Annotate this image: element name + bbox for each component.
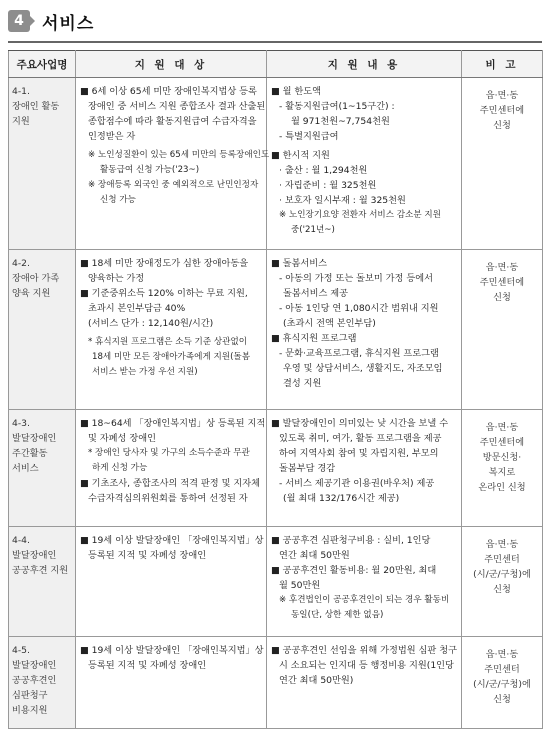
target-line: 활동급여 신청 가능('23~) bbox=[100, 165, 200, 175]
content-line: ■ 공공후견인 선임을 위해 가정법원 심판 청구 bbox=[271, 645, 457, 656]
program-line: 공공후견 지원 bbox=[12, 565, 69, 576]
section-title: 서비스 bbox=[42, 13, 95, 34]
content-line: ■ 휴식지원 프로그램 bbox=[271, 333, 357, 344]
content-cell bbox=[267, 78, 462, 250]
content-line: ■ 한시적 지원 bbox=[271, 150, 330, 161]
services-table bbox=[8, 50, 543, 729]
program-line: 장애인 활동 bbox=[12, 101, 60, 112]
program-cell bbox=[9, 410, 76, 527]
note-line: (시/군/구청)에 bbox=[473, 569, 531, 580]
note-line: 온라인 신청 bbox=[478, 482, 526, 493]
content-line: · 보호자 일시부재 : 월 325천원 bbox=[279, 195, 406, 206]
program-cell bbox=[9, 78, 76, 250]
target-line: ■ 19세 이상 발달장애인 「장애인복지법」상 bbox=[80, 535, 264, 546]
header-content: 지 원 내 용 bbox=[267, 51, 462, 78]
target-line: 신청 가능 bbox=[100, 195, 136, 205]
target-line: * 장애인 당사자 및 가구의 소득수준과 무관 bbox=[88, 448, 250, 458]
content-line: - 서비스 제공기관 이용권(바우처) 제공 bbox=[279, 478, 435, 489]
content-line: 있도록 취미, 여가, 활동 프로그램을 제공 bbox=[279, 433, 442, 444]
header-divider bbox=[8, 41, 542, 43]
note-line: 신청 bbox=[493, 584, 511, 595]
target-cell bbox=[76, 527, 267, 637]
content-line: (초과시 전액 본인부담) bbox=[283, 318, 376, 329]
target-line: ■ 18세 미만 장애정도가 심한 장애아동을 bbox=[80, 258, 249, 269]
note-line: 읍·면·동 bbox=[485, 649, 519, 660]
target-line: 18세 미만 모든 장애아가족에게 지원(돌봄 bbox=[92, 352, 251, 362]
table-header-row bbox=[9, 51, 543, 78]
target-line: 등록된 지적 및 자폐성 장애인 bbox=[88, 660, 207, 671]
table-row bbox=[9, 78, 543, 250]
content-line: ※ 후견법인이 공공후견인이 되는 경우 활동비 bbox=[279, 595, 450, 605]
content-line: - 아동의 가정 또는 돌보미 가정 등에서 bbox=[279, 273, 433, 284]
program-line: 주간활동 bbox=[12, 448, 48, 459]
note-line: 읍·면·동 bbox=[485, 262, 519, 273]
content-line: 중('21년~) bbox=[291, 225, 335, 235]
target-line: ※ 장애등록 외국인 중 예외적으로 난민인정자 bbox=[88, 180, 259, 190]
note-cell bbox=[462, 78, 543, 250]
note-cell bbox=[462, 527, 543, 637]
program-line: 공공후견인 bbox=[12, 675, 57, 686]
content-line: 월 50만원 bbox=[279, 580, 321, 591]
content-line: 연간 최대 50만원) bbox=[279, 675, 354, 686]
content-line: 결성 지원 bbox=[283, 378, 322, 389]
content-line: 시 소요되는 인지대 등 행정비용 지원(1인당 bbox=[279, 660, 454, 671]
target-line: (서비스 단가 : 12,140원/시간) bbox=[88, 318, 214, 329]
note-cell bbox=[462, 250, 543, 410]
content-line: ■ 공공후견인 활동비용: 월 20만원, 최대 bbox=[271, 565, 437, 576]
target-line: ※ 노인성질환이 있는 65세 미만의 등록장애인도 bbox=[88, 150, 270, 160]
content-line: 월 971천원~7,754천원 bbox=[291, 116, 390, 127]
note-line: 읍·면·동 bbox=[485, 539, 519, 550]
content-line: · 출산 : 월 1,294천원 bbox=[279, 165, 368, 176]
target-line: 초과시 본인부담금 40% bbox=[88, 303, 186, 314]
table-row bbox=[9, 410, 543, 527]
target-line: ■ 18~64세 「장애인복지법」상 등록된 지적 bbox=[80, 418, 266, 429]
content-line: 연간 최대 50만원 bbox=[279, 550, 350, 561]
note-cell bbox=[462, 410, 543, 527]
table-row bbox=[9, 637, 543, 729]
note-cell bbox=[462, 637, 543, 729]
program-line: 지원 bbox=[12, 116, 30, 127]
target-line: 양육하는 가정 bbox=[88, 273, 145, 284]
target-line: 인정받은 자 bbox=[88, 131, 136, 142]
content-line: 돌봄서비스 제공 bbox=[283, 288, 349, 299]
note-line: 신청 bbox=[493, 292, 511, 303]
target-line: * 휴식지원 프로그램은 소득 기준 상관없이 bbox=[88, 337, 248, 347]
note-line: 읍·면·동 bbox=[485, 422, 519, 433]
content-line: - 활동지원급여(1~15구간) : bbox=[279, 101, 395, 112]
target-line: 서비스 받는 가정 우선 지원) bbox=[92, 367, 198, 377]
table-row bbox=[9, 250, 543, 410]
program-line: 발달장애인 bbox=[12, 433, 57, 444]
content-line: (월 최대 132/176시간 제공) bbox=[283, 493, 400, 504]
note-line: 주민센터에 bbox=[479, 277, 525, 288]
target-cell bbox=[76, 637, 267, 729]
note-line: 주민센터에 bbox=[479, 105, 525, 116]
content-line: · 자립준비 : 월 325천원 bbox=[279, 180, 377, 191]
header-note: 비 고 bbox=[462, 51, 543, 78]
target-line: 종합점수에 따라 활동지원급여 수급자격을 bbox=[88, 116, 257, 127]
content-line: - 특별지원급여 bbox=[279, 131, 339, 142]
target-line: 수급자격심의위원회를 통하여 선정된 자 bbox=[88, 493, 248, 504]
content-line: - 아동 1인당 연 1,080시간 범위내 지원 bbox=[279, 303, 439, 314]
section-number-badge: 4 bbox=[8, 10, 30, 32]
program-line: 양육 지원 bbox=[12, 288, 51, 299]
note-line: (시/군/구청)에 bbox=[473, 679, 531, 690]
target-line: 장애인 중 서비스 지원 종합조사 결과 산출된 bbox=[88, 101, 266, 112]
content-line: 돌봄부담 경감 bbox=[279, 463, 336, 474]
program-line: 4-2. bbox=[12, 258, 30, 269]
header-target: 지 원 대 상 bbox=[76, 51, 267, 78]
program-line: 발달장애인 bbox=[12, 550, 57, 561]
target-line: ■ 기초조사, 종합조사의 적격 판정 및 지자체 bbox=[80, 478, 261, 489]
content-line: 우영 및 상담서비스, 생활지도, 자조모임 bbox=[283, 363, 443, 374]
program-line: 4-3. bbox=[12, 418, 30, 429]
program-cell bbox=[9, 527, 76, 637]
content-cell bbox=[267, 250, 462, 410]
target-line: 하게 신청 가능 bbox=[92, 463, 148, 473]
target-cell bbox=[76, 410, 267, 527]
content-line: ■ 돌봄서비스 bbox=[271, 258, 327, 269]
program-cell bbox=[9, 250, 76, 410]
program-line: 장애아 가족 bbox=[12, 273, 60, 284]
program-line: 서비스 bbox=[12, 463, 39, 474]
target-line: 등록된 지적 및 자폐성 장애인 bbox=[88, 550, 207, 561]
target-line: ■ 19세 이상 발달장애인 「장애인복지법」상 bbox=[80, 645, 264, 656]
content-line: ■ 공공후견 심판청구비용 : 실비, 1인당 bbox=[271, 535, 431, 546]
table-row bbox=[9, 527, 543, 637]
section-header bbox=[8, 6, 94, 36]
header-program: 주요사업명 bbox=[9, 51, 76, 78]
target-line: 및 자폐성 장애인 bbox=[88, 433, 156, 444]
target-cell bbox=[76, 250, 267, 410]
content-cell bbox=[267, 637, 462, 729]
content-line: ■ 발달장애인이 의미있는 낮 시간을 보낼 수 bbox=[271, 418, 449, 429]
note-line: 주민센터에 bbox=[479, 437, 525, 448]
note-line: 주민센터 bbox=[484, 554, 520, 565]
note-line: 신청 bbox=[493, 120, 511, 131]
note-line: 읍·면·동 bbox=[485, 90, 519, 101]
program-line: 4-5. bbox=[12, 645, 30, 656]
content-line: ※ 노인장기요양 전환자 서비스 감소분 지원 bbox=[279, 210, 441, 220]
note-line: 신청 bbox=[493, 694, 511, 705]
note-line: 복지로 bbox=[488, 467, 516, 478]
program-cell bbox=[9, 637, 76, 729]
target-line: ■ 6세 이상 65세 미만 장애인복지법상 등록 bbox=[80, 86, 257, 97]
program-line: 비용지원 bbox=[12, 705, 48, 716]
content-line: 하여 지역사회 참여 및 자립지원, 부모의 bbox=[279, 448, 439, 459]
content-cell bbox=[267, 410, 462, 527]
program-line: 심판청구 bbox=[12, 690, 48, 701]
content-cell bbox=[267, 527, 462, 637]
note-line: 방문신청· bbox=[482, 452, 522, 463]
target-line: ■ 기준중위소득 120% 이하는 무료 지원, bbox=[80, 288, 248, 299]
program-line: 4-1. bbox=[12, 86, 30, 97]
note-line: 주민센터 bbox=[484, 664, 520, 675]
content-line: ■ 월 한도액 bbox=[271, 86, 322, 97]
program-line: 발달장애인 bbox=[12, 660, 57, 671]
content-line: - 문화·교육프로그램, 휴식지원 프로그램 bbox=[279, 348, 439, 359]
target-cell bbox=[76, 78, 270, 250]
content-line: 동일(단, 상한 제한 없음) bbox=[291, 610, 384, 620]
program-line: 4-4. bbox=[12, 535, 30, 546]
